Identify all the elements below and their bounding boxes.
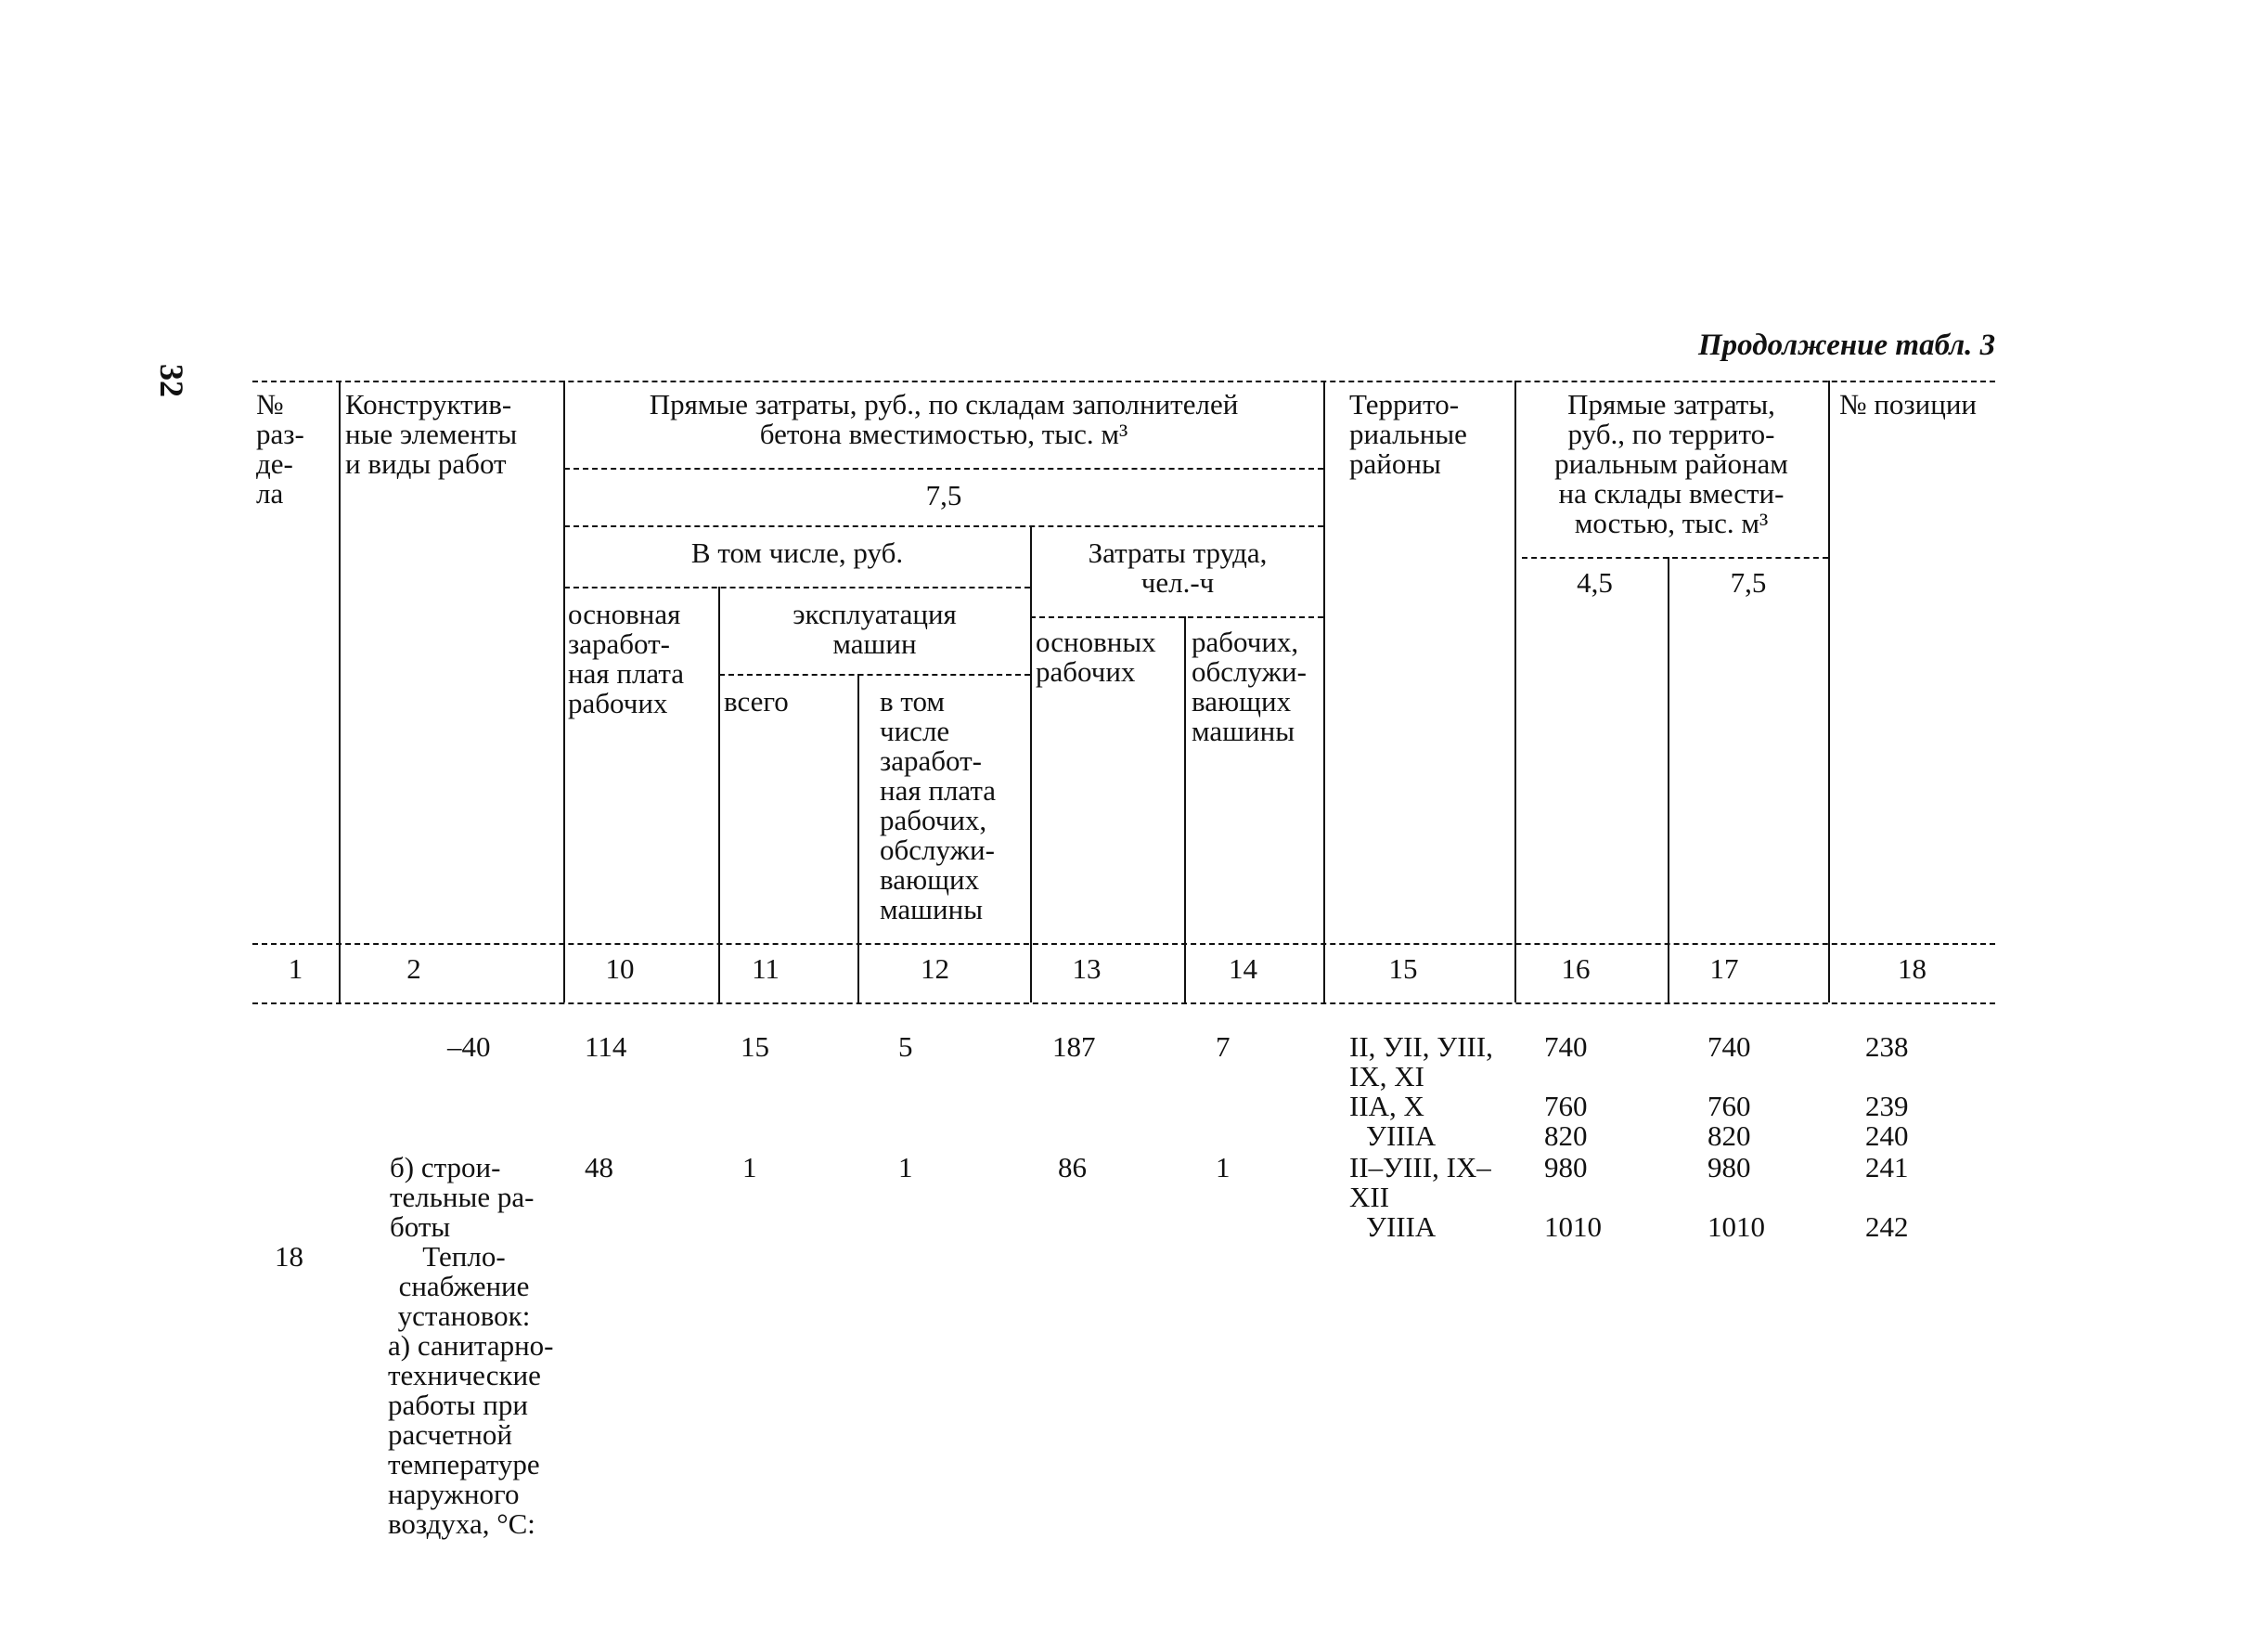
column-number: 13 (1072, 952, 1102, 985)
header-capacity-7-5: 7,5 (1730, 566, 1767, 599)
cell-cost-4-5: 1010 (1544, 1210, 1602, 1243)
page-number: 32 (153, 364, 190, 397)
header-regions: Террито- риальные районы (1349, 388, 1467, 480)
cell-position: 239 (1865, 1090, 1909, 1122)
column-number: 12 (921, 952, 949, 985)
column-number: 11 (752, 952, 780, 985)
section-title: Тепло- снабжение установок: (397, 1240, 531, 1332)
header-machine-workers: рабочих, обслужи- вающих машины (1192, 626, 1307, 747)
cell-main-workers: 86 (1058, 1151, 1087, 1183)
row-element: –40 (447, 1030, 491, 1063)
cell-machine-wage: 5 (898, 1030, 913, 1063)
column-number: 2 (406, 952, 421, 985)
cell-regions: IIA, X (1349, 1090, 1424, 1122)
column-number: 1 (288, 952, 303, 985)
header-machine-operation: эксплуатация машин (793, 598, 957, 660)
cell-position: 242 (1865, 1210, 1909, 1243)
column-number: 17 (1709, 952, 1739, 985)
cell-regions: II, УII, УIII, IX, XI (1349, 1030, 1493, 1093)
cell-machine-wage: 1 (898, 1151, 913, 1183)
column-number: 18 (1898, 952, 1927, 985)
cell-position: 238 (1865, 1030, 1909, 1063)
cell-cost-7-5: 980 (1707, 1151, 1751, 1183)
header-including-rub: В том числе, руб. (690, 537, 904, 569)
cell-position: 241 (1865, 1151, 1909, 1183)
header-total: всего (724, 685, 789, 718)
column-number: 14 (1229, 952, 1257, 985)
column-number: 15 (1388, 952, 1418, 985)
cell-position: 240 (1865, 1119, 1909, 1152)
cell-cost-4-5: 760 (1544, 1090, 1588, 1122)
cell-cost-4-5: 740 (1544, 1030, 1588, 1063)
cell-cost-7-5: 740 (1707, 1030, 1751, 1063)
cell-main-workers: 187 (1052, 1030, 1096, 1063)
column-number: 10 (605, 952, 635, 985)
section-description: а) санитарно- технические работы при расчетной температуре наружного воздуха, °С: (388, 1329, 554, 1540)
header-position-number: № позиции (1839, 388, 1978, 420)
cell-machine-total: 15 (741, 1030, 769, 1063)
header-labor-costs: Затраты труда, чел.-ч (1088, 537, 1268, 599)
cell-cost-4-5: 980 (1544, 1151, 1588, 1183)
header-region-costs: Прямые затраты, руб., по террито- риальным районам на склады вмести- мостью, тыс. м³ (1554, 388, 1788, 539)
header-section-number: № раз- де- ла (256, 388, 304, 510)
header-direct-costs: Прямые затраты, руб., по складам заполнителей бетона вместимостью, тыс. м³ (649, 388, 1239, 450)
header-incl-wage: в том числе заработ- ная плата рабочих, обслужи- вающих машины (880, 685, 997, 925)
header-main-workers: основных рабочих (1036, 626, 1156, 688)
cell-machine-total: 1 (742, 1151, 757, 1183)
cell-machine-workers: 1 (1216, 1151, 1231, 1183)
cell-regions: УIIIA (1366, 1210, 1437, 1243)
table-continuation-title: Продолжение табл. 3 (1698, 329, 1996, 362)
cell-regions: II–УIII, IX– XII (1349, 1151, 1491, 1213)
cell-cost-4-5: 820 (1544, 1119, 1588, 1152)
header-structural-elements: Конструктив- ные элементы и виды работ (345, 388, 518, 480)
cell-basic-wage: 48 (585, 1151, 613, 1183)
header-capacity: 7,5 (925, 479, 962, 511)
section-number: 18 (275, 1240, 303, 1273)
header-capacity-4-5: 4,5 (1577, 566, 1613, 599)
column-number: 16 (1561, 952, 1591, 985)
cell-basic-wage: 114 (585, 1030, 627, 1063)
cell-cost-7-5: 1010 (1707, 1210, 1765, 1243)
cell-regions: УIIIA (1366, 1119, 1437, 1152)
cell-cost-7-5: 820 (1707, 1119, 1751, 1152)
cell-cost-7-5: 760 (1707, 1090, 1751, 1122)
header-basic-wage: основная заработ- ная плата рабочих (568, 598, 685, 719)
cell-machine-workers: 7 (1216, 1030, 1231, 1063)
row-element: б) строи- тельные ра- боты (390, 1151, 535, 1243)
